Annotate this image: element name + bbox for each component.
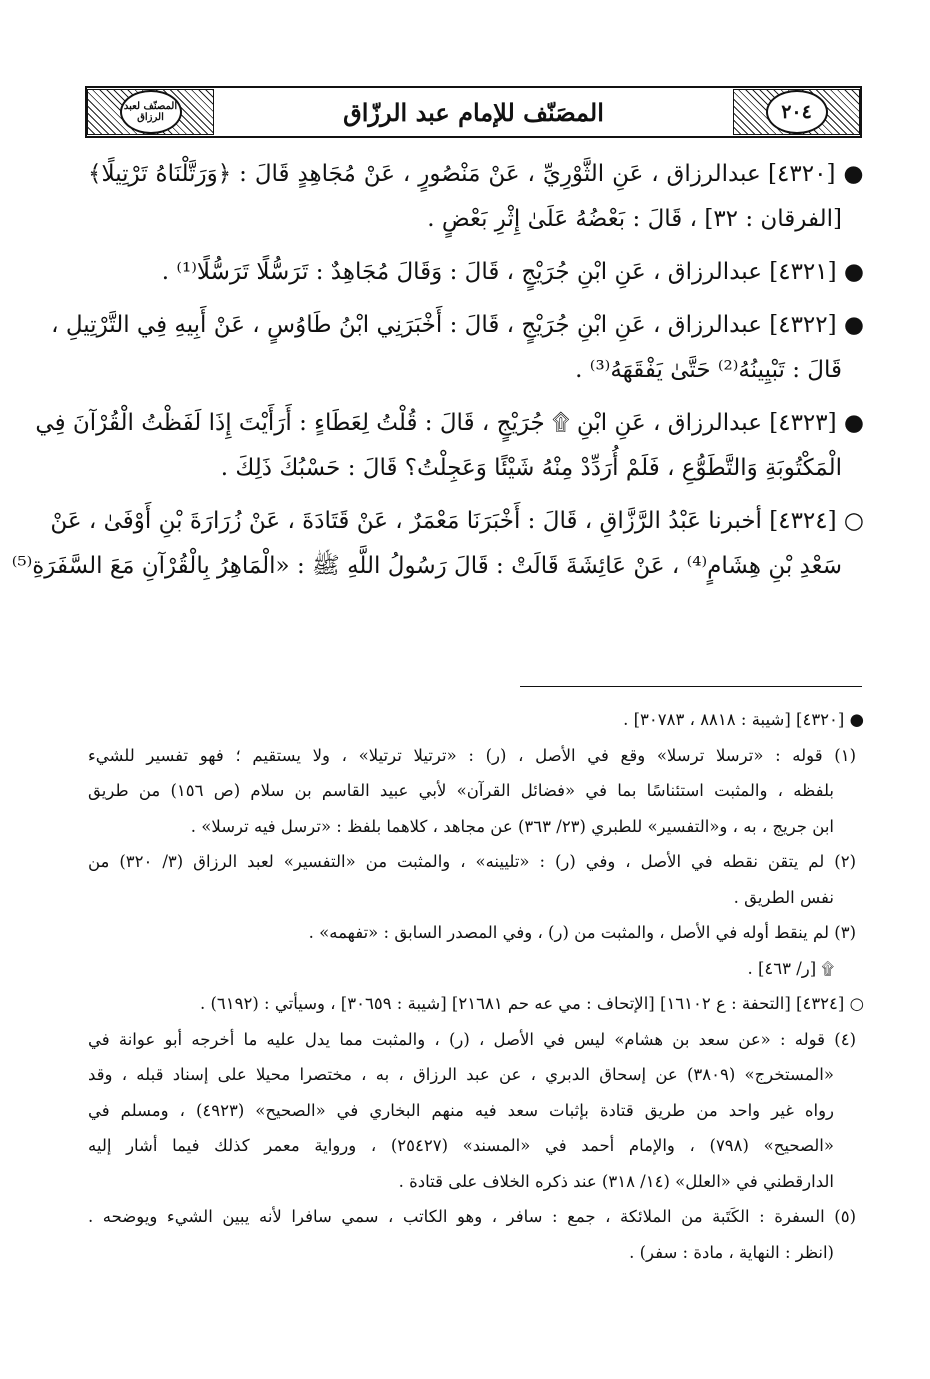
- page-header: [85, 86, 862, 138]
- text-line: ● [٤٣٢١] عبدالرزاق ، عَنِ ابْنِ جُرَيْجٍ ، قَالَ : وَقَالَ مُجَاهِدٌ : تَرَسُّلًا تَرَسُّلًا⁽¹⁾ .: [161, 259, 864, 285]
- text-line: ● [٤٣٢٠] عبدالرزاق ، عَنِ الثَّوْرِيِّ ، عَنْ مَنْصُورٍ ، عَنْ مُجَاهِدٍ قَالَ : ﴿وَرَتَّلْنَاهُ تَرْتِيلًا﴾: [88, 161, 864, 187]
- main-text: [11, 152, 864, 597]
- footnote-line: «الصحيح» (٧٩٨) ، والإمام أحمد في «المسند» (٢٥٤٢٧) ، ورواية معمر كذلك فيما أشار إليه: [88, 1136, 834, 1155]
- page-number: ٢٠٤: [766, 90, 828, 134]
- logo-ornament: [87, 89, 214, 135]
- footnote-line: ● [٤٣٢٠] [شيبة : ٨٨١٨ ، ٣٠٧٨٣] .: [623, 710, 864, 729]
- footnote-line: (٣) لم ينقط أوله في الأصل ، والمثبت من (ر) ، وفي المصدر السابق : «تفهمه» .: [308, 923, 856, 942]
- footnote-line: (٤) قوله : «عن سعد بن هشام» ليس في الأصل ، (ر) ، والمثبت مما يدل عليه ما أخرجه أبو عوانة في: [88, 1029, 856, 1049]
- text-line: ● [٤٣٢٣] عبدالرزاق ، عَنِ ابْنِ ۩ جُرَيْجٍ ، قَالَ : قُلْتُ لِعَطَاءٍ : أَرَأَيْتَ إِذَا لَفَظْتُ الْقُرْآنَ فِي: [35, 410, 864, 436]
- book-logo: المصنّف لعبد الرزاق: [120, 90, 182, 134]
- footnote-line: ۩ [ر/ ٤٦٣] .: [747, 958, 834, 978]
- footnote-line: ابن جريج ، به ، و«التفسير» للطبري (٢٣/ ٣٦٣) عن مجاهد ، كلاهما بلفظ : «ترسل فيه ترسلا» .: [190, 816, 834, 836]
- hadith-entry: [88, 152, 864, 242]
- hadith-entry: [11, 499, 864, 589]
- text-line: [الفرقان : ٣٢] ، قَالَ : بَعْضُهُ عَلَىٰ إِثْرِ بَعْضٍ .: [427, 206, 842, 232]
- page-number-ornament: [733, 89, 860, 135]
- footnote-line: (٢) لم يتقن نقطه في الأصل ، وفي (ر) : «تليينه» ، والمثبت من «التفسير» لعبد الرزاق (٣/ ٣٢٠) من: [88, 852, 856, 871]
- footnote-line: رواه غير واحد من طريق قتادة بإثبات سعد فيه منهم البخاري في «الصحيح» (٤٩٢٣) ، ومسلم في: [88, 1100, 835, 1120]
- footnote-line: (١) قوله : «ترسلا ترسلا» وقع في الأصل ، (ر) : «ترتيلا ترتيلا» ، ولا يستقيم ؛ فهو تفسير للشيء: [88, 745, 856, 765]
- footnote-line: نفس الطريق .: [733, 887, 834, 907]
- footnote-line: (٥) السفرة : الكَتَبة من الملائكة ، جمع : سافر ، وهو الكاتب ، سمي سافرا لأنه يبين الشيء ويوضحه .: [88, 1207, 856, 1226]
- hadith-entry: [35, 401, 864, 491]
- footnote-line: الدارقطني في «العلل» (١٤/ ٣١٨) عند ذكره الخلاف على قتادة .: [398, 1171, 834, 1191]
- footnote-line: ○ [٤٣٢٤] [التحفة : ع ١٦١٠٢] [الإتحاف : مي عه حم ٢١٦٨١] [شيبة : ٣٠٦٥٩] ، وسيأتي : (٦١٩٢) .: [199, 994, 864, 1013]
- running-title: المصَنّف للإمام عبد الرزّاق: [343, 97, 604, 127]
- text-line: ● [٤٣٢٢] عبدالرزاق ، عَنِ ابْنِ جُرَيْجٍ ، قَالَ : أَخْبَرَنِي ابْنُ طَاوُسٍ ، عَنْ أَبِيهِ فِي التَّرْتِيلِ ،: [51, 312, 864, 338]
- text-line: ○ [٤٣٢٤] أخبرنا عَبْدُ الرَّزَّاقِ ، قَالَ : أَخْبَرَنَا مَعْمَرٌ ، عَنْ قَتَادَةَ ، عَنْ زُرَارَةَ بْنِ أَوْفَىٰ ، عَنْ: [50, 508, 864, 534]
- hadith-entry: [51, 303, 864, 393]
- footnote-line: بلفظه ، والمثبت استئناسًا بما في «فضائل القرآن» لأبي عبيد القاسم بن سلام (ص ١٥٦) من طريق: [88, 781, 835, 800]
- footnote-line: «المستخرج» (٣٨٠٩) عن إسحاق الدبري ، عن عبد الرزاق ، به ، مختصرا محيلا على إسناد قبله ، وقد: [88, 1065, 834, 1084]
- hadith-entry: [88, 250, 864, 295]
- text-line: الْمَكْتُوبَةِ وَالتَّطَوُّعِ ، فَلَمْ أُرَدِّدْ مِنْهُ شَيْئًا وَعَجِلْتُ؟ قَالَ : حَسْبُكَ ذَلِكَ .: [220, 455, 842, 481]
- footnotes: [88, 702, 864, 1270]
- text-line: قَالَ : تَبْيِينُهُ⁽²⁾ حَتَّىٰ يَفْقَهَهُ⁽³⁾ .: [575, 357, 842, 383]
- text-line: سَعْدِ بْنِ هِشَامٍ⁽⁴⁾ ، عَنْ عَائِشَةَ قَالَتْ : قَالَ رَسُولُ اللَّهِ ﷺ : «الْمَاهِرُ بِالْقُرْآنِ مَعَ السَّفَرَةِ⁽⁵⁾: [11, 553, 842, 579]
- footnote-line: (انظر : النهاية ، مادة : سفر) .: [629, 1242, 834, 1262]
- footnote-divider: [520, 686, 862, 687]
